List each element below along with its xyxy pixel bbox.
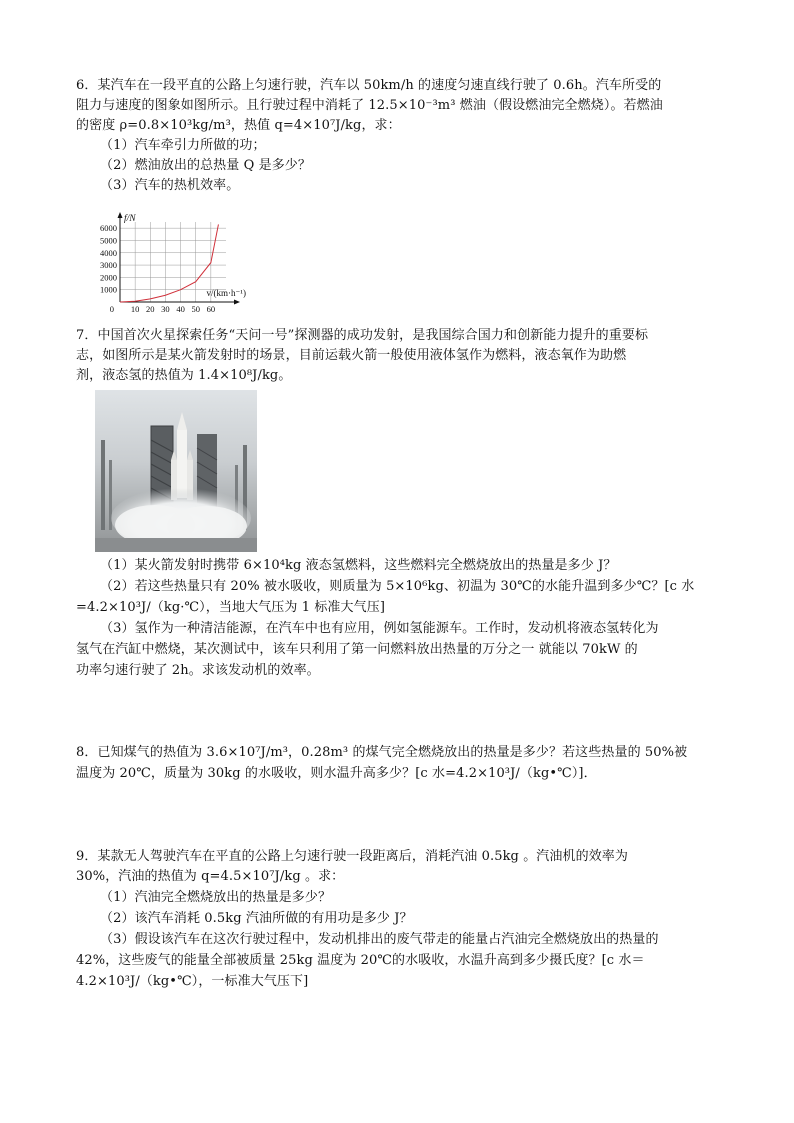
q9-sub-3-cont-2: 4.2×10³J/（kg•℃），一标准大气压下] <box>76 974 309 989</box>
y-axis-label: f/N <box>124 214 136 224</box>
x-axis-label: v/(km·h⁻¹) <box>206 288 246 298</box>
resistance-speed-chart <box>86 210 276 322</box>
y-axis-arrow <box>118 212 123 218</box>
q9-line-1: 9．某款无人驾驶汽车在平直的公路上匀速行驶一段距离后，消耗汽油 0.5kg 。汽油机的效率为 <box>76 849 629 864</box>
q6-line-1: 6．某汽车在一段平直的公路上匀速行驶，汽车以 50km/h 的速度匀速直线行驶了 0.6h。汽车所受的 <box>76 78 662 93</box>
q7-line-2: 志，如图所示是某火箭发射时的场景，目前运载火箭一般使用液体氢作为燃料，液态氧作为助燃 <box>76 348 627 363</box>
q9-sub-2: （2）该汽车消耗 0.5kg 汽油所做的有用功是多少 J？ <box>100 911 413 926</box>
x-tick-label: 50 <box>191 304 200 314</box>
y-tick-label: 6000 <box>100 223 117 234</box>
q7-sub-1: （1）某火箭发射时携带 6×10⁴kg 液态氢燃料，这些燃料完全燃烧放出的热量是多少 J？ <box>100 558 617 573</box>
rocket-launch-photo <box>95 390 257 552</box>
x-axis-arrow <box>234 300 240 305</box>
q6-sub-3: （3）汽车的热机效率。 <box>100 178 240 193</box>
y-tick-label: 5000 <box>100 235 117 246</box>
q9-line-2: 30%，汽油的热值为 q=4.5×10⁷J/kg 。求： <box>76 869 345 884</box>
q7-sub-2: （2）若这些热量只有 20% 被水吸收，则质量为 5×10⁶kg、初温为 30℃的水能升温到多少℃？[c 水 <box>100 579 695 594</box>
x-tick-label: 40 <box>176 304 185 314</box>
y-tick-label: 4000 <box>100 247 117 258</box>
y-tick-label: 3000 <box>100 260 117 271</box>
q6-sub-1: （1）汽车牵引力所做的功； <box>100 138 266 153</box>
x-tick-label: 30 <box>161 304 170 314</box>
q9-sub-1: （1）汽油完全燃烧放出的热量是多少？ <box>100 890 332 905</box>
q6-sub-2: （2）燃油放出的总热量 Q 是多少？ <box>100 158 311 173</box>
q7-line-3: 剂，液态氢的热值为 1.4×10⁸J/kg。 <box>76 368 292 383</box>
origin-label: 0 <box>109 304 114 314</box>
q6-line-2: 阻力与速度的图象如图所示。且行驶过程中消耗了 12.5×10⁻³m³ 燃油（假设燃油完全燃烧）。若燃油 <box>76 98 663 113</box>
q7-sub-2-cont: =4.2×10³J/（kg·℃），当地大气压为 1 标准大气压] <box>76 600 385 615</box>
q7-line-1: 7．中国首次火星探索任务“天问一号”探测器的成功发射，是我国综合国力和创新能力提升的重要标 <box>76 328 649 343</box>
series-line <box>120 224 218 302</box>
q9-sub-3-cont-1: 42%，这些废气的能量全部被质量 25kg 温度为 20℃的水吸收，水温升高到多少摄氏度？[c 水＝ <box>76 953 645 968</box>
q6-line-3: 的密度 ρ=0.8×10³kg/m³，热值 q=4×10⁷J/kg，求： <box>76 118 401 133</box>
y-tick-label: 2000 <box>100 272 117 283</box>
x-tick-label: 20 <box>146 304 155 314</box>
q9-sub-3: （3）假设该汽车在这次行驶过程中，发动机排出的废气带走的能量占汽油完全燃烧放出的热量的 <box>100 932 659 947</box>
y-tick-label: 1000 <box>100 284 117 295</box>
q8-line-2: 温度为 20℃，质量为 30kg 的水吸收，则水温升高多少？[c 水=4.2×10³J/（kg•℃）]． <box>76 766 597 781</box>
x-tick-label: 10 <box>130 304 140 314</box>
q7-sub-3: （3）氢作为一种清洁能源，在汽车中也有应用，例如氢能源车。工作时，发动机将液态氢转化为 <box>100 621 659 636</box>
q8-line-1: 8．已知煤气的热值为 3.6×10⁷J/m³，0.28m³ 的煤气完全燃烧放出的热量是多少？若这些热量的 50%被 <box>76 745 688 760</box>
q7-sub-3-cont-2: 功率匀速行驶了 2h。求该发动机的效率。 <box>76 663 320 678</box>
x-tick-label: 60 <box>206 304 216 314</box>
q7-sub-3-cont-1: 氢气在汽缸中燃烧，某次测试中，该车只利用了第一问燃料放出热量的万分之一 就能以 70kW 的 <box>76 642 638 657</box>
